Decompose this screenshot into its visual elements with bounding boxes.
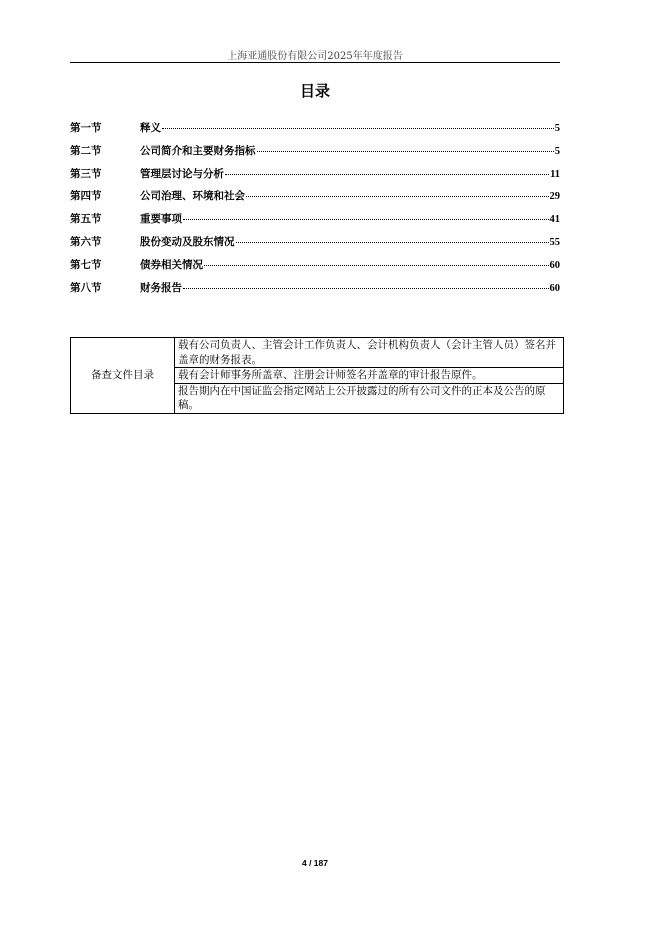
toc-section-title: 公司治理、环境和社会 [140,190,245,203]
toc-page-number: 5 [554,145,560,157]
toc-entry[interactable] [70,211,560,234]
toc-section-number: 第三节 [70,167,102,180]
toc-section-title: 财务报告 [140,281,182,294]
toc-section-title: 股份变动及股东情况 [140,235,235,248]
header-divider [70,62,560,63]
toc-section-number: 第一节 [70,122,102,134]
running-header: 上海亚通股份有限公司2025年年度报告 [227,51,403,62]
toc-section-number: 第二节 [70,144,102,157]
toc-dot-leader [257,151,554,152]
toc-dot-leader [183,288,549,289]
toc-section-title: 重要事项 [140,213,182,226]
reference-document-item: 报告期内在中国证监会指定网站上公开披露过的所有公司文件的正本及公告的原稿。 [175,383,564,413]
toc-entry[interactable] [70,120,560,143]
toc-entry[interactable] [70,188,560,211]
page-number: 4 / 187 [302,858,328,868]
toc-entry[interactable] [70,166,560,189]
table-row [71,338,564,368]
toc-section-number: 第七节 [70,258,102,271]
page-title: 目录 [299,82,330,100]
toc-section-number: 第六节 [70,235,102,248]
toc-section-title: 管理层讨论与分析 [140,167,224,180]
toc-section-title: 释义 [140,122,161,134]
toc-page-number: 60 [549,259,560,271]
toc-page-number: 55 [549,236,560,248]
toc-section-title: 公司简介和主要财务指标 [140,144,256,157]
toc-dot-leader [162,128,554,129]
toc-section-title: 债券相关情况 [140,258,203,271]
toc-entry[interactable] [70,234,560,257]
toc-page-number: 60 [549,282,560,294]
toc-dot-leader [225,174,549,175]
reference-document-item: 载有公司负责人、主管会计工作负责人、会计机构负责人（会计主管人员）签名并盖章的财务报表。 [175,338,564,368]
toc-section-number: 第五节 [70,213,102,226]
toc-entry[interactable] [70,280,560,303]
toc-dot-leader [236,242,549,243]
toc-dot-leader [246,196,549,197]
reference-documents-table [70,337,564,414]
reference-documents-label: 备查文件目录 [71,338,175,414]
toc-entry[interactable] [70,257,560,280]
toc-section-number: 第八节 [70,281,102,294]
toc-page-number: 29 [549,191,560,203]
table-of-contents [70,120,560,302]
toc-page-number: 5 [554,123,560,134]
reference-document-item: 载有会计师事务所盖章、注册会计师签名并盖章的审计报告原件。 [175,368,564,384]
toc-entry[interactable] [70,143,560,166]
toc-dot-leader [204,265,549,266]
toc-dot-leader [183,219,549,220]
toc-section-number: 第四节 [70,190,102,203]
toc-page-number: 41 [549,214,560,226]
toc-page-number: 11 [550,168,560,180]
